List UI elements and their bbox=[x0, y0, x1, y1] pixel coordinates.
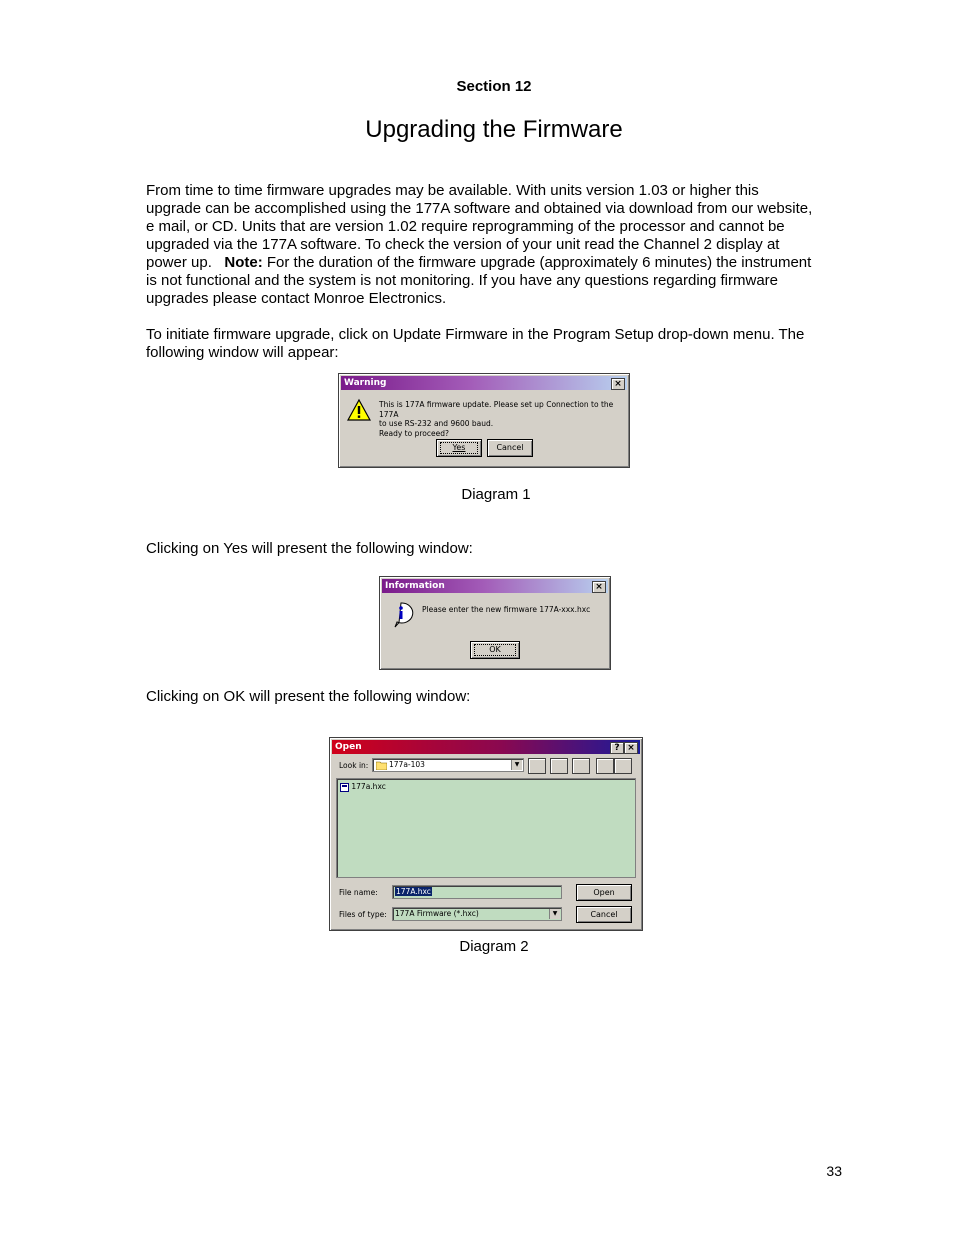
up-folder-icon[interactable] bbox=[528, 758, 546, 774]
yes-label: Yes bbox=[452, 443, 466, 452]
paragraph-line: upgraded via the 177A software. To check the version of your unit read the Channel 2 display at bbox=[146, 236, 780, 253]
cancel-button[interactable]: Cancel bbox=[487, 439, 533, 457]
folder-icon bbox=[376, 761, 387, 770]
close-icon[interactable]: × bbox=[592, 581, 606, 593]
details-view-icon[interactable] bbox=[614, 758, 632, 774]
information-message: Please enter the new firmware 177A-xxx.hxc bbox=[422, 605, 591, 614]
paragraph-line: upgrades please contact Monroe Electronics. bbox=[146, 290, 447, 307]
paragraph-line: e mail, or CD. Units that are version 1.02 require reprogramming of the processor and cannot be bbox=[146, 218, 785, 235]
dialog-title: Open bbox=[335, 742, 362, 752]
warning-titlebar bbox=[341, 376, 627, 390]
paragraph-text: For the duration of the firmware upgrade (approximately 6 minutes) the instrument bbox=[262, 254, 812, 271]
close-icon[interactable]: × bbox=[611, 378, 625, 390]
file-icon bbox=[340, 783, 349, 792]
message-line: Ready to proceed? bbox=[379, 428, 449, 438]
new-folder-icon[interactable] bbox=[572, 758, 590, 774]
information-icon bbox=[388, 601, 414, 629]
cancel-button[interactable]: Cancel bbox=[576, 906, 632, 923]
warning-dialog bbox=[338, 373, 630, 468]
files-type-label: Files of type: bbox=[339, 910, 387, 919]
yes-instruction: Clicking on Yes will present the following window: bbox=[146, 540, 473, 557]
page-number: 33 bbox=[826, 1163, 842, 1179]
paragraph-line: upgrade can be accomplished using the 177A software and obtained via download from our website, bbox=[146, 200, 813, 217]
chevron-down-icon[interactable]: ▼ bbox=[549, 909, 560, 919]
files-type-dropdown[interactable] bbox=[392, 907, 562, 921]
paragraph-line: following window will appear: bbox=[146, 344, 339, 361]
warning-icon bbox=[347, 398, 371, 422]
dialog-title: Information bbox=[385, 581, 445, 591]
paragraph-line: To initiate firmware upgrade, click on Update Firmware in the Program Setup drop-down menu. The bbox=[146, 326, 805, 343]
paragraph-line bbox=[146, 254, 846, 272]
list-item[interactable] bbox=[340, 781, 386, 792]
paragraph-line: From time to time firmware upgrades may be available. With units version 1.03 or higher this bbox=[146, 182, 759, 199]
file-name-input[interactable] bbox=[392, 885, 562, 899]
page-title: Upgrading the Firmware bbox=[365, 116, 623, 143]
intro-paragraph bbox=[146, 182, 846, 308]
warning-message bbox=[379, 400, 629, 438]
look-in-dropdown[interactable] bbox=[372, 758, 524, 772]
note-label: Note: bbox=[224, 254, 263, 271]
help-icon[interactable]: ? bbox=[610, 742, 624, 754]
message-line: to use RS-232 and 9600 baud. bbox=[379, 419, 494, 428]
file-name-label: File name: bbox=[339, 888, 378, 897]
open-button[interactable]: Open bbox=[576, 884, 632, 901]
ok-label: OK bbox=[489, 645, 501, 654]
close-icon[interactable]: × bbox=[624, 742, 638, 754]
information-dialog bbox=[379, 576, 611, 670]
files-type-value: 177A Firmware (*.hxc) bbox=[395, 909, 479, 918]
diagram-1-caption: Diagram 1 bbox=[461, 486, 531, 503]
diagram-2-caption: Diagram 2 bbox=[459, 938, 529, 955]
list-view-icon[interactable] bbox=[596, 758, 614, 774]
look-in-label: Look in: bbox=[339, 761, 369, 770]
ok-instruction: Clicking on OK will present the following window: bbox=[146, 688, 471, 705]
paragraph-text: power up. bbox=[146, 254, 225, 271]
file-name-value: 177A.hxc bbox=[396, 887, 431, 896]
look-in-value: 177a-103 bbox=[389, 760, 425, 769]
message-line: This is 177A firmware update. Please set up Connection to the 177A bbox=[379, 400, 614, 419]
instruction-paragraph bbox=[146, 326, 846, 362]
dialog-title: Warning bbox=[344, 378, 387, 388]
file-name: 177a.hxc bbox=[351, 782, 386, 791]
chevron-down-icon[interactable]: ▼ bbox=[511, 760, 522, 770]
open-dialog bbox=[329, 737, 643, 931]
desktop-icon[interactable] bbox=[550, 758, 568, 774]
paragraph-line: is not functional and the system is not monitoring. If you have any questions regarding firmware bbox=[146, 272, 778, 289]
section-label: Section 12 bbox=[456, 78, 532, 95]
yes-button[interactable] bbox=[436, 439, 482, 457]
file-list[interactable] bbox=[336, 778, 636, 878]
ok-button[interactable] bbox=[470, 641, 520, 659]
open-titlebar bbox=[332, 740, 640, 754]
information-titlebar bbox=[382, 579, 608, 593]
